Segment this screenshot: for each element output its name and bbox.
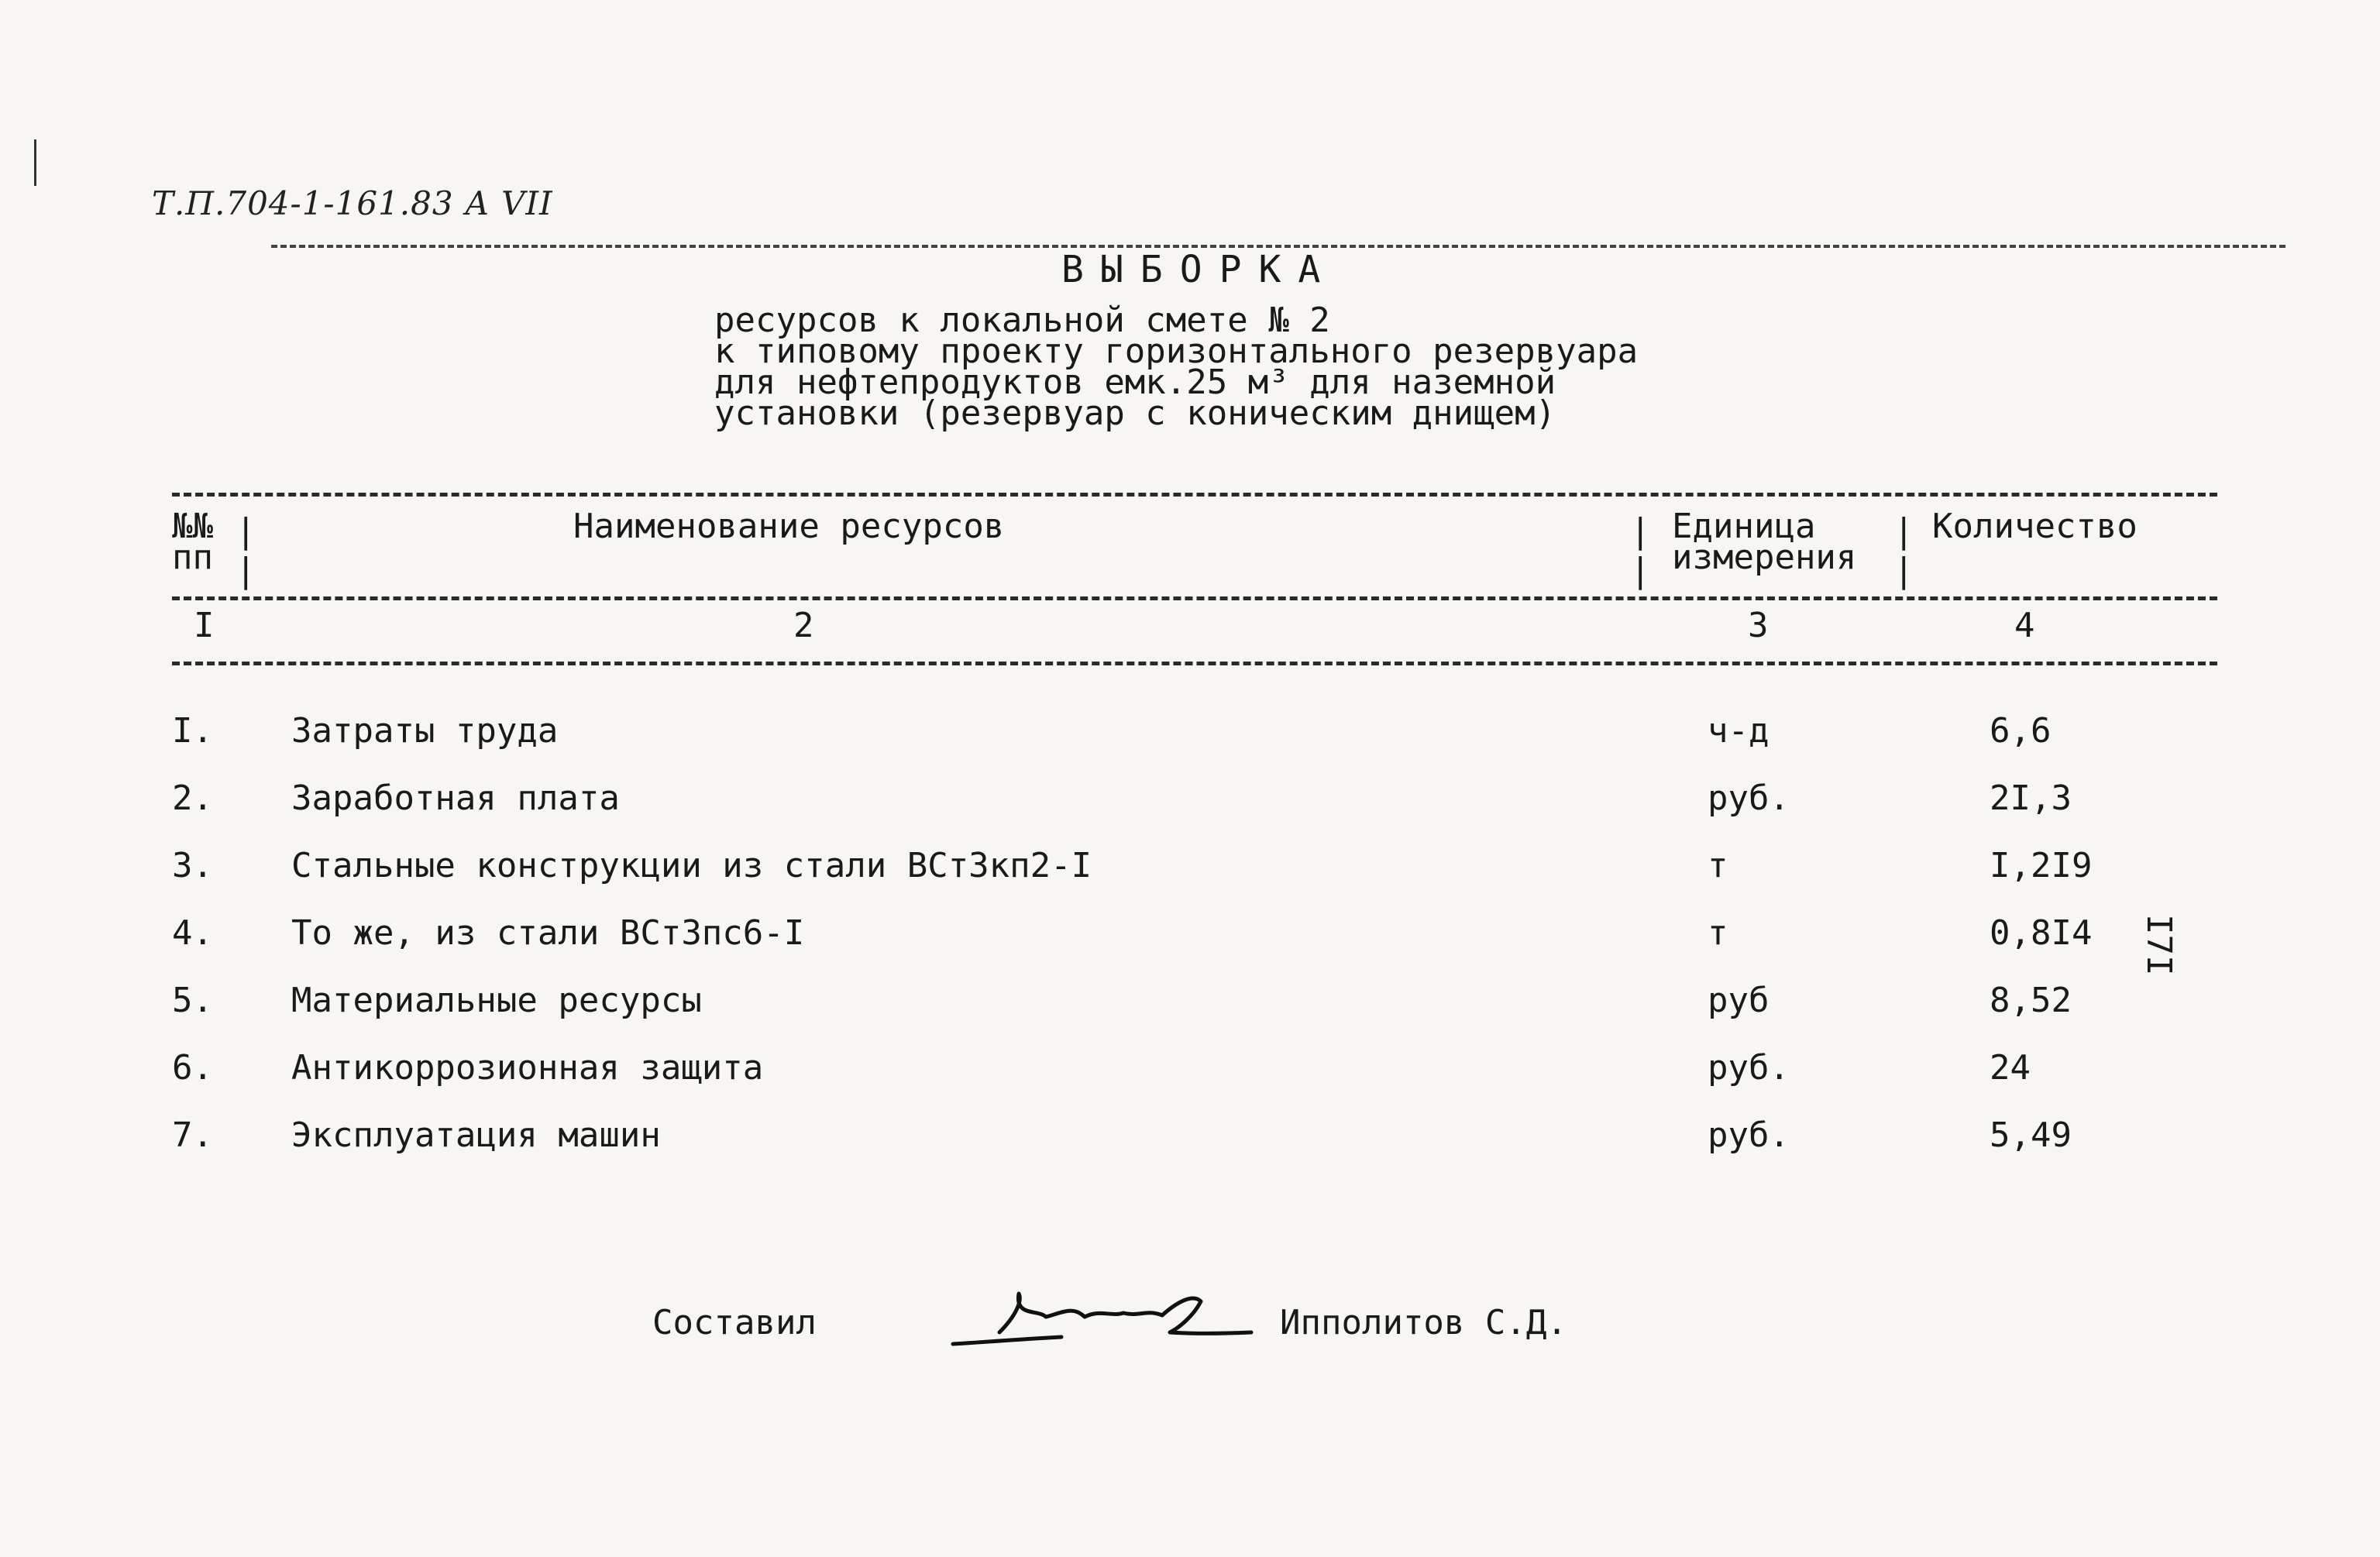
quantity: 6,6 [1990, 711, 2052, 751]
unit: руб. [1708, 1115, 1790, 1155]
colnum-bottom-rule [172, 662, 2217, 665]
resource-name: Затраты труда [291, 711, 559, 751]
table-row [0, 981, 2380, 1043]
unit: т [1708, 913, 1728, 953]
row-number: 4. [172, 913, 213, 953]
col-header-num: №№ пп [172, 507, 213, 577]
resource-name: Материальные ресурсы [291, 981, 702, 1020]
row-number: I. [172, 711, 213, 751]
row-number: 7. [172, 1115, 213, 1155]
col-number-1: I [194, 606, 215, 645]
resource-name: Эксплуатация машин [291, 1115, 661, 1155]
table-row [0, 1115, 2380, 1177]
signature-image [945, 1270, 1271, 1356]
col-number-4: 4 [2014, 606, 2035, 645]
resource-name: Антикоррозионная защита [291, 1048, 764, 1088]
col-number-2: 2 [793, 606, 814, 645]
unit: ч-д [1708, 711, 1770, 751]
resource-name: Стальные конструкции из стали ВСт3кп2-I [291, 846, 1092, 885]
table-row [0, 711, 2380, 773]
subtitle-line: к типовому проекту горизонтального резервуара [714, 332, 1639, 371]
unit: руб [1708, 981, 1770, 1020]
subtitle [714, 301, 1639, 433]
quantity: 2I,3 [1990, 778, 2072, 818]
document-code: Т.П.704-1-161.83 А VII [152, 184, 553, 222]
subtitle-line: для нефтепродуктов емк.25 м³ для наземной [714, 363, 1556, 402]
compiled-by-label: Составил [652, 1303, 817, 1342]
resource-name: То же, из стали ВСт3пс6-I [291, 913, 805, 953]
unit: т [1708, 846, 1728, 885]
quantity: 24 [1990, 1048, 2031, 1088]
quantity: 0,8I4 [1990, 913, 2093, 953]
col-divider: | | [236, 511, 256, 590]
quantity: I,2I9 [1990, 846, 2093, 885]
col-number-3: 3 [1748, 606, 1769, 645]
col-header-name: Наименование ресурсов [573, 507, 1005, 546]
row-number: 2. [172, 778, 213, 818]
margin-line [34, 139, 36, 186]
table-row [0, 778, 2380, 840]
col-header-qty: Количество [1932, 507, 2138, 546]
subtitle-line: ресурсов к локальной смете № 2 [714, 301, 1330, 340]
row-number: 5. [172, 981, 213, 1020]
compiler-name: Ипполитов С.Д. [1280, 1303, 1567, 1342]
table-row [0, 846, 2380, 908]
table-top-rule [172, 493, 2217, 497]
unit: руб. [1708, 778, 1790, 818]
col-header-unit: Единица измерения [1672, 507, 1857, 577]
row-number: 3. [172, 846, 213, 885]
subtitle-line: установки (резервуар с коническим днищем) [714, 394, 1556, 433]
unit: руб. [1708, 1048, 1790, 1088]
header-bottom-rule [172, 596, 2217, 600]
page-title: ВЫБОРКА [1061, 248, 1338, 291]
page-number: I7I [2139, 914, 2179, 976]
col-divider: | | [1893, 511, 1914, 590]
resource-name: Заработная плата [291, 778, 620, 818]
col-divider: | | [1630, 511, 1651, 590]
quantity: 8,52 [1990, 981, 2072, 1020]
table-row [0, 1048, 2380, 1110]
table-row [0, 913, 2380, 975]
row-number: 6. [172, 1048, 213, 1088]
quantity: 5,49 [1990, 1115, 2072, 1155]
